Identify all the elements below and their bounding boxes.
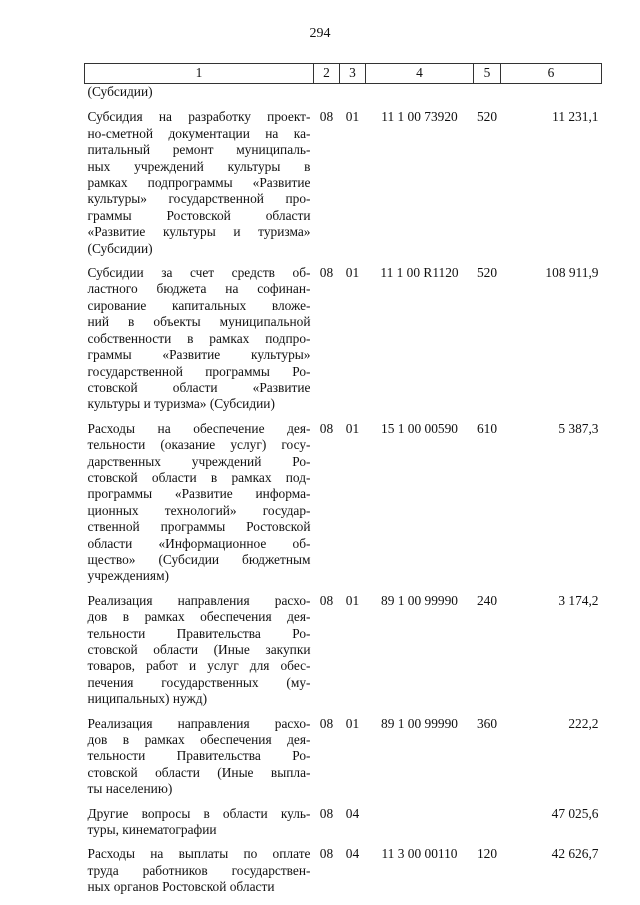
row-subsection-code: 01 <box>345 265 360 281</box>
row-description <box>85 84 314 110</box>
table-row <box>85 846 602 903</box>
row-expense-type: 360 <box>476 715 498 731</box>
row-description <box>85 716 314 806</box>
row-amount: 108 911,9 <box>545 265 599 281</box>
row-description-line: ных учреждений культуры в <box>87 158 311 174</box>
row-subsection-code: 01 <box>345 109 360 125</box>
row-description-line: стовской области в рамках под- <box>87 469 311 485</box>
row-expense-type <box>474 806 501 847</box>
row-description-line: ниципальных) нужд) <box>87 691 208 707</box>
row-amount: 222,2 <box>568 715 599 731</box>
row-description-line: стовской области «Развитие <box>87 379 311 395</box>
row-description-line: но-сметной документации на ка- <box>87 125 311 141</box>
row-description-line: ластного бюджета на софинан- <box>87 281 311 297</box>
row-description-line: дарственных учреждений Ро- <box>87 453 311 469</box>
row-subsection-code: 01 <box>345 420 360 436</box>
row-description-line: программы «Развитие информа- <box>87 486 311 502</box>
row-target-article: 11 1 00 73920 <box>381 109 458 125</box>
row-section-code: 08 <box>319 420 334 436</box>
row-expense-type: 520 <box>476 109 498 125</box>
header-col-5: 5 <box>474 64 501 84</box>
row-description-line: дов в рамках обеспечения дея- <box>87 609 311 625</box>
row-description-line: культуры и туризма» (Субсидии) <box>87 396 275 412</box>
row-section-code: 08 <box>319 805 334 821</box>
row-target-article: 89 1 00 99990 <box>381 715 458 731</box>
row-description-line: граммы Ростовской области <box>87 207 311 223</box>
row-expense-type: 610 <box>476 420 498 436</box>
row-description-line: рамках подпрограммы «Развитие <box>87 175 311 191</box>
row-description-line: (Субсидии) <box>87 84 153 99</box>
row-amount: 11 231,1 <box>552 109 599 125</box>
row-description-line: Субсидия на разработку проект- <box>87 109 311 125</box>
row-description-line: ных органов Ростовской области <box>87 879 275 895</box>
row-description-line: тельности Правительства Ро- <box>87 748 311 764</box>
row-description-line: тельности (оказание услуг) госу- <box>87 437 311 453</box>
table-row <box>85 716 602 806</box>
row-description <box>85 109 314 265</box>
row-description-line: Субсидии за счет средств об- <box>87 265 311 281</box>
row-expense-type: 120 <box>476 846 498 862</box>
row-description-line: стовской области (Иные закупки <box>87 642 311 657</box>
table-row-fragment <box>85 84 602 110</box>
row-description-line: области «Информационное об- <box>87 535 311 551</box>
row-section-code: 08 <box>319 265 334 281</box>
row-description-line: (Субсидии) <box>87 240 153 256</box>
row-target-article: 89 1 00 99990 <box>381 592 458 608</box>
row-description <box>85 265 314 421</box>
row-description <box>85 421 314 593</box>
row-description-line: труда работников государствен- <box>87 862 311 878</box>
table-row <box>85 265 602 421</box>
row-description-line: «Развитие культуры и туризма» <box>87 224 311 240</box>
header-col-2: 2 <box>314 64 340 84</box>
row-description <box>85 846 314 903</box>
row-section-code: 08 <box>319 109 334 125</box>
row-description-line: учреждениям) <box>87 568 170 584</box>
row-target-article <box>366 806 474 847</box>
row-amount: 42 626,7 <box>551 846 599 862</box>
row-description-line: Расходы на обеспечение дея- <box>87 420 311 436</box>
row-description-line: питальный ремонт муниципаль- <box>87 142 311 158</box>
row-description-line: государственной программы Ро- <box>87 363 311 379</box>
row-subsection-code: 01 <box>345 592 360 608</box>
table-row <box>85 593 602 716</box>
row-description-line: Реализация направления расхо- <box>87 715 311 731</box>
row-description-line: дов в рамках обеспечения дея- <box>87 732 311 748</box>
row-description-line: ственной программы Ростовской <box>87 519 311 535</box>
row-subsection-code: 04 <box>345 805 360 821</box>
table-row <box>85 806 602 847</box>
row-description <box>85 806 314 847</box>
row-description-line: Расходы на выплаты по оплате <box>87 846 311 862</box>
table-header-row <box>85 64 602 84</box>
row-description-line: ты населению) <box>87 781 173 797</box>
row-amount: 3 174,2 <box>558 592 599 608</box>
header-col-4: 4 <box>366 64 474 84</box>
header-col-6: 6 <box>501 64 602 84</box>
row-target-article: 11 1 00 R1120 <box>380 265 459 281</box>
row-amount: 47 025,6 <box>551 805 599 821</box>
row-target-article: 15 1 00 00590 <box>381 420 458 436</box>
row-description-line: сирование капитальных вложе- <box>87 297 311 313</box>
row-expense-type: 520 <box>476 265 498 281</box>
row-description-line: туры, кинематографии <box>87 822 217 838</box>
row-description-line: печения государственных (му- <box>87 674 311 690</box>
page-number: 294 <box>309 26 331 41</box>
row-description-line: собственности в рамках подпро- <box>87 330 311 346</box>
header-col-3: 3 <box>340 64 366 84</box>
row-description-line: ний в объекты муниципальной <box>87 314 311 330</box>
header-col-1: 1 <box>85 64 314 84</box>
row-subsection-code: 04 <box>345 846 360 862</box>
row-description-line: стовской области (Иные выпла- <box>87 764 311 780</box>
row-amount: 5 387,3 <box>558 420 599 436</box>
row-section-code: 08 <box>319 846 334 862</box>
row-expense-type: 240 <box>476 592 498 608</box>
row-description-line: щество» (Субсидии бюджетным <box>87 551 311 567</box>
row-description-line: ционных технологий» государ- <box>87 502 311 518</box>
row-description-line: Другие вопросы в области куль- <box>87 805 311 821</box>
row-description-line: Реализация направления расхо- <box>87 592 311 608</box>
row-description <box>85 593 314 716</box>
table-row <box>85 421 602 593</box>
row-section-code: 08 <box>319 592 334 608</box>
row-subsection-code: 01 <box>345 715 360 731</box>
row-target-article: 11 3 00 00110 <box>381 846 458 862</box>
row-description-line: товаров, работ и услуг для обес- <box>87 658 311 674</box>
row-description-line: тельности Правительства Ро- <box>87 625 311 641</box>
row-description-line: граммы «Развитие культуры» <box>87 347 311 363</box>
budget-table <box>84 63 602 904</box>
table-row <box>85 109 602 265</box>
row-description-line: культуры» государственной про- <box>87 191 311 207</box>
row-section-code: 08 <box>319 715 334 731</box>
